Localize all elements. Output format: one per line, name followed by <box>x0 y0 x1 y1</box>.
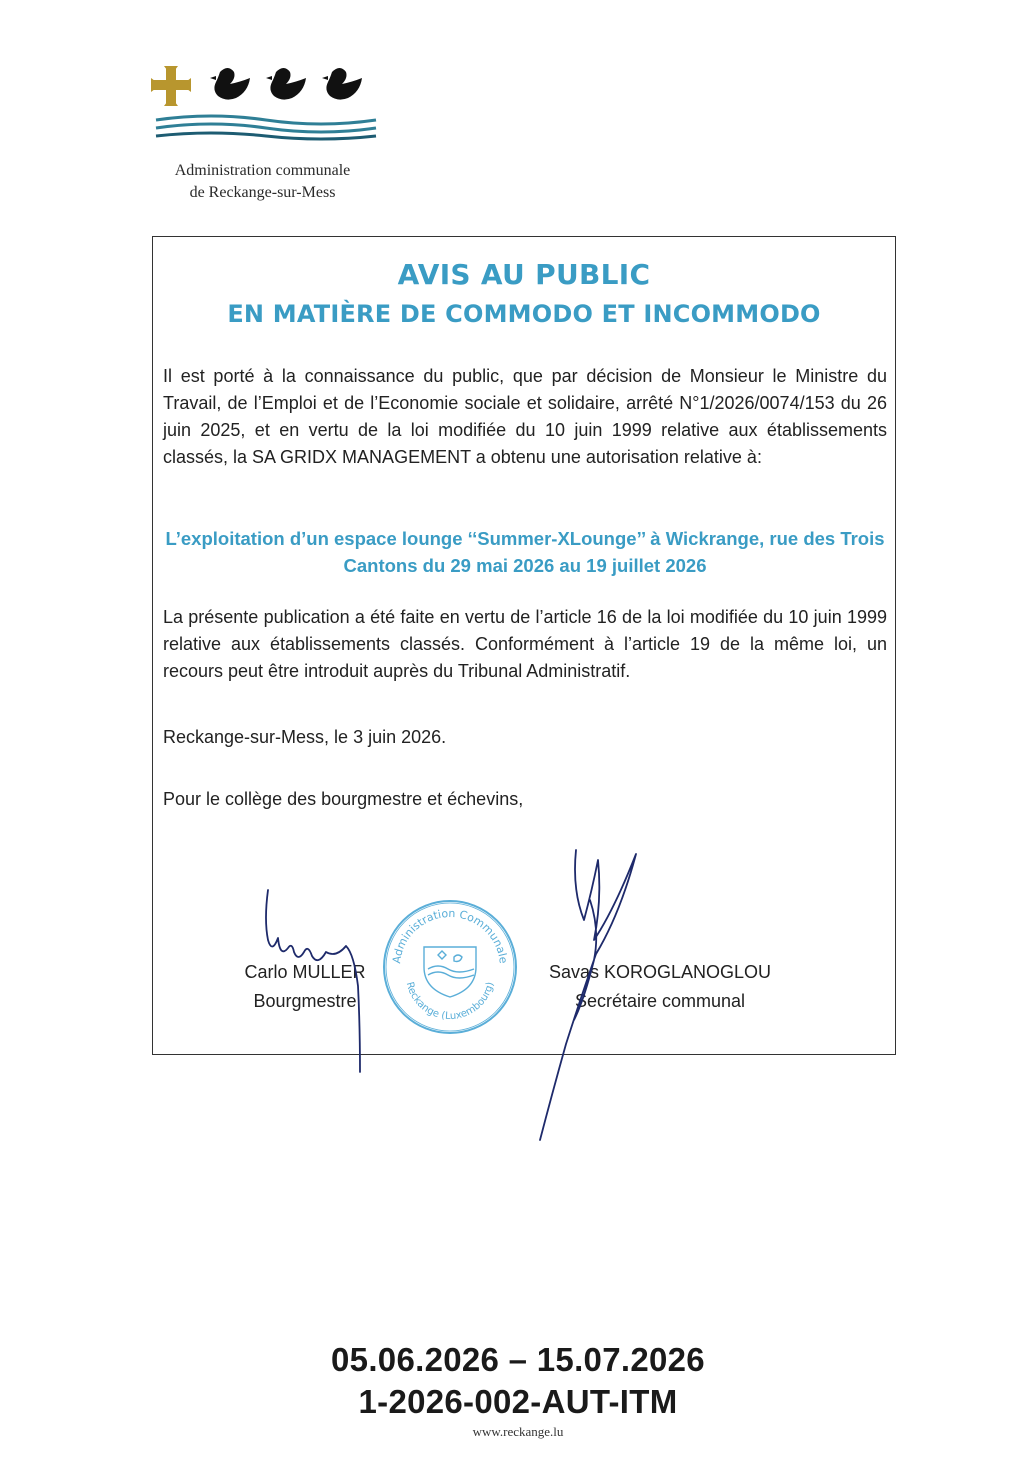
notice-paragraph-legal: La présente publication a été faite en vertu de l’article 16 de la loi modifiée du 10 juin 1999 relative aux établissements classés. Conformément à l’article 19 de la même loi, un recours peut être introduit auprès du Tribunal Administratif. <box>163 607 887 681</box>
administration-name <box>120 160 405 204</box>
reference-number: 1-2026-002-AUT-ITM <box>358 1383 678 1420</box>
display-period: 05.06.2026 – 15.07.2026 <box>331 1341 705 1378</box>
notice-title: AVIS AU PUBLIC <box>397 258 651 291</box>
stamp-shield-icon <box>424 947 476 997</box>
place-date: Reckange-sur-Mess, le 3 juin 2026. <box>163 727 447 747</box>
mayor-name: Carlo MULLER <box>244 962 366 982</box>
secretary-name: Savas KOROGLANOGLOU <box>548 962 772 982</box>
mayor-role: Bourgmestre <box>253 991 357 1011</box>
college-line: Pour le collège des bourgmestre et échevins, <box>163 789 524 809</box>
admin-line-1: Administration communale <box>174 162 351 179</box>
admin-line-2: de Reckange-sur-Mess <box>189 184 336 201</box>
notice-subtitle: EN MATIÈRE DE COMMODO ET INCOMMODO <box>227 300 821 328</box>
svg-text:Reckange (Luxembourg) <box>404 981 497 1022</box>
website-link[interactable]: www.reckange.lu <box>472 1424 564 1439</box>
signatory-secretary <box>530 958 790 1016</box>
secretary-role: Secrétaire communal <box>574 991 746 1011</box>
notice-paragraph-decision: Il est porté à la connaissance du public, que par décision de Monsieur le Ministre du Travail, de l’Emploi et de l’Economie sociale et solidaire, arrêté N°1/2026/0074/153 du 26 juin 2025, et en vertu de la loi modifiée du 10 juin 1999 relative aux établissements classés, la SA GRIDX MANAGEMENT a obtenu une autorisation relative à: <box>163 366 887 467</box>
authorized-activity: L’exploitation d’un espace lounge ‘‘Summer-XLounge’’ à Wickrange, rue des Trois Cantons du 29 mai 2026 au 19 juillet 2026 <box>165 528 885 576</box>
signatory-mayor <box>220 958 390 1016</box>
official-stamp <box>378 895 522 1039</box>
commune-coat-of-arms-icon <box>150 58 380 148</box>
stamp-text-top: Administration Communale <box>390 906 510 965</box>
stamp-text-bottom: Reckange (Luxembourg) <box>403 980 497 1023</box>
